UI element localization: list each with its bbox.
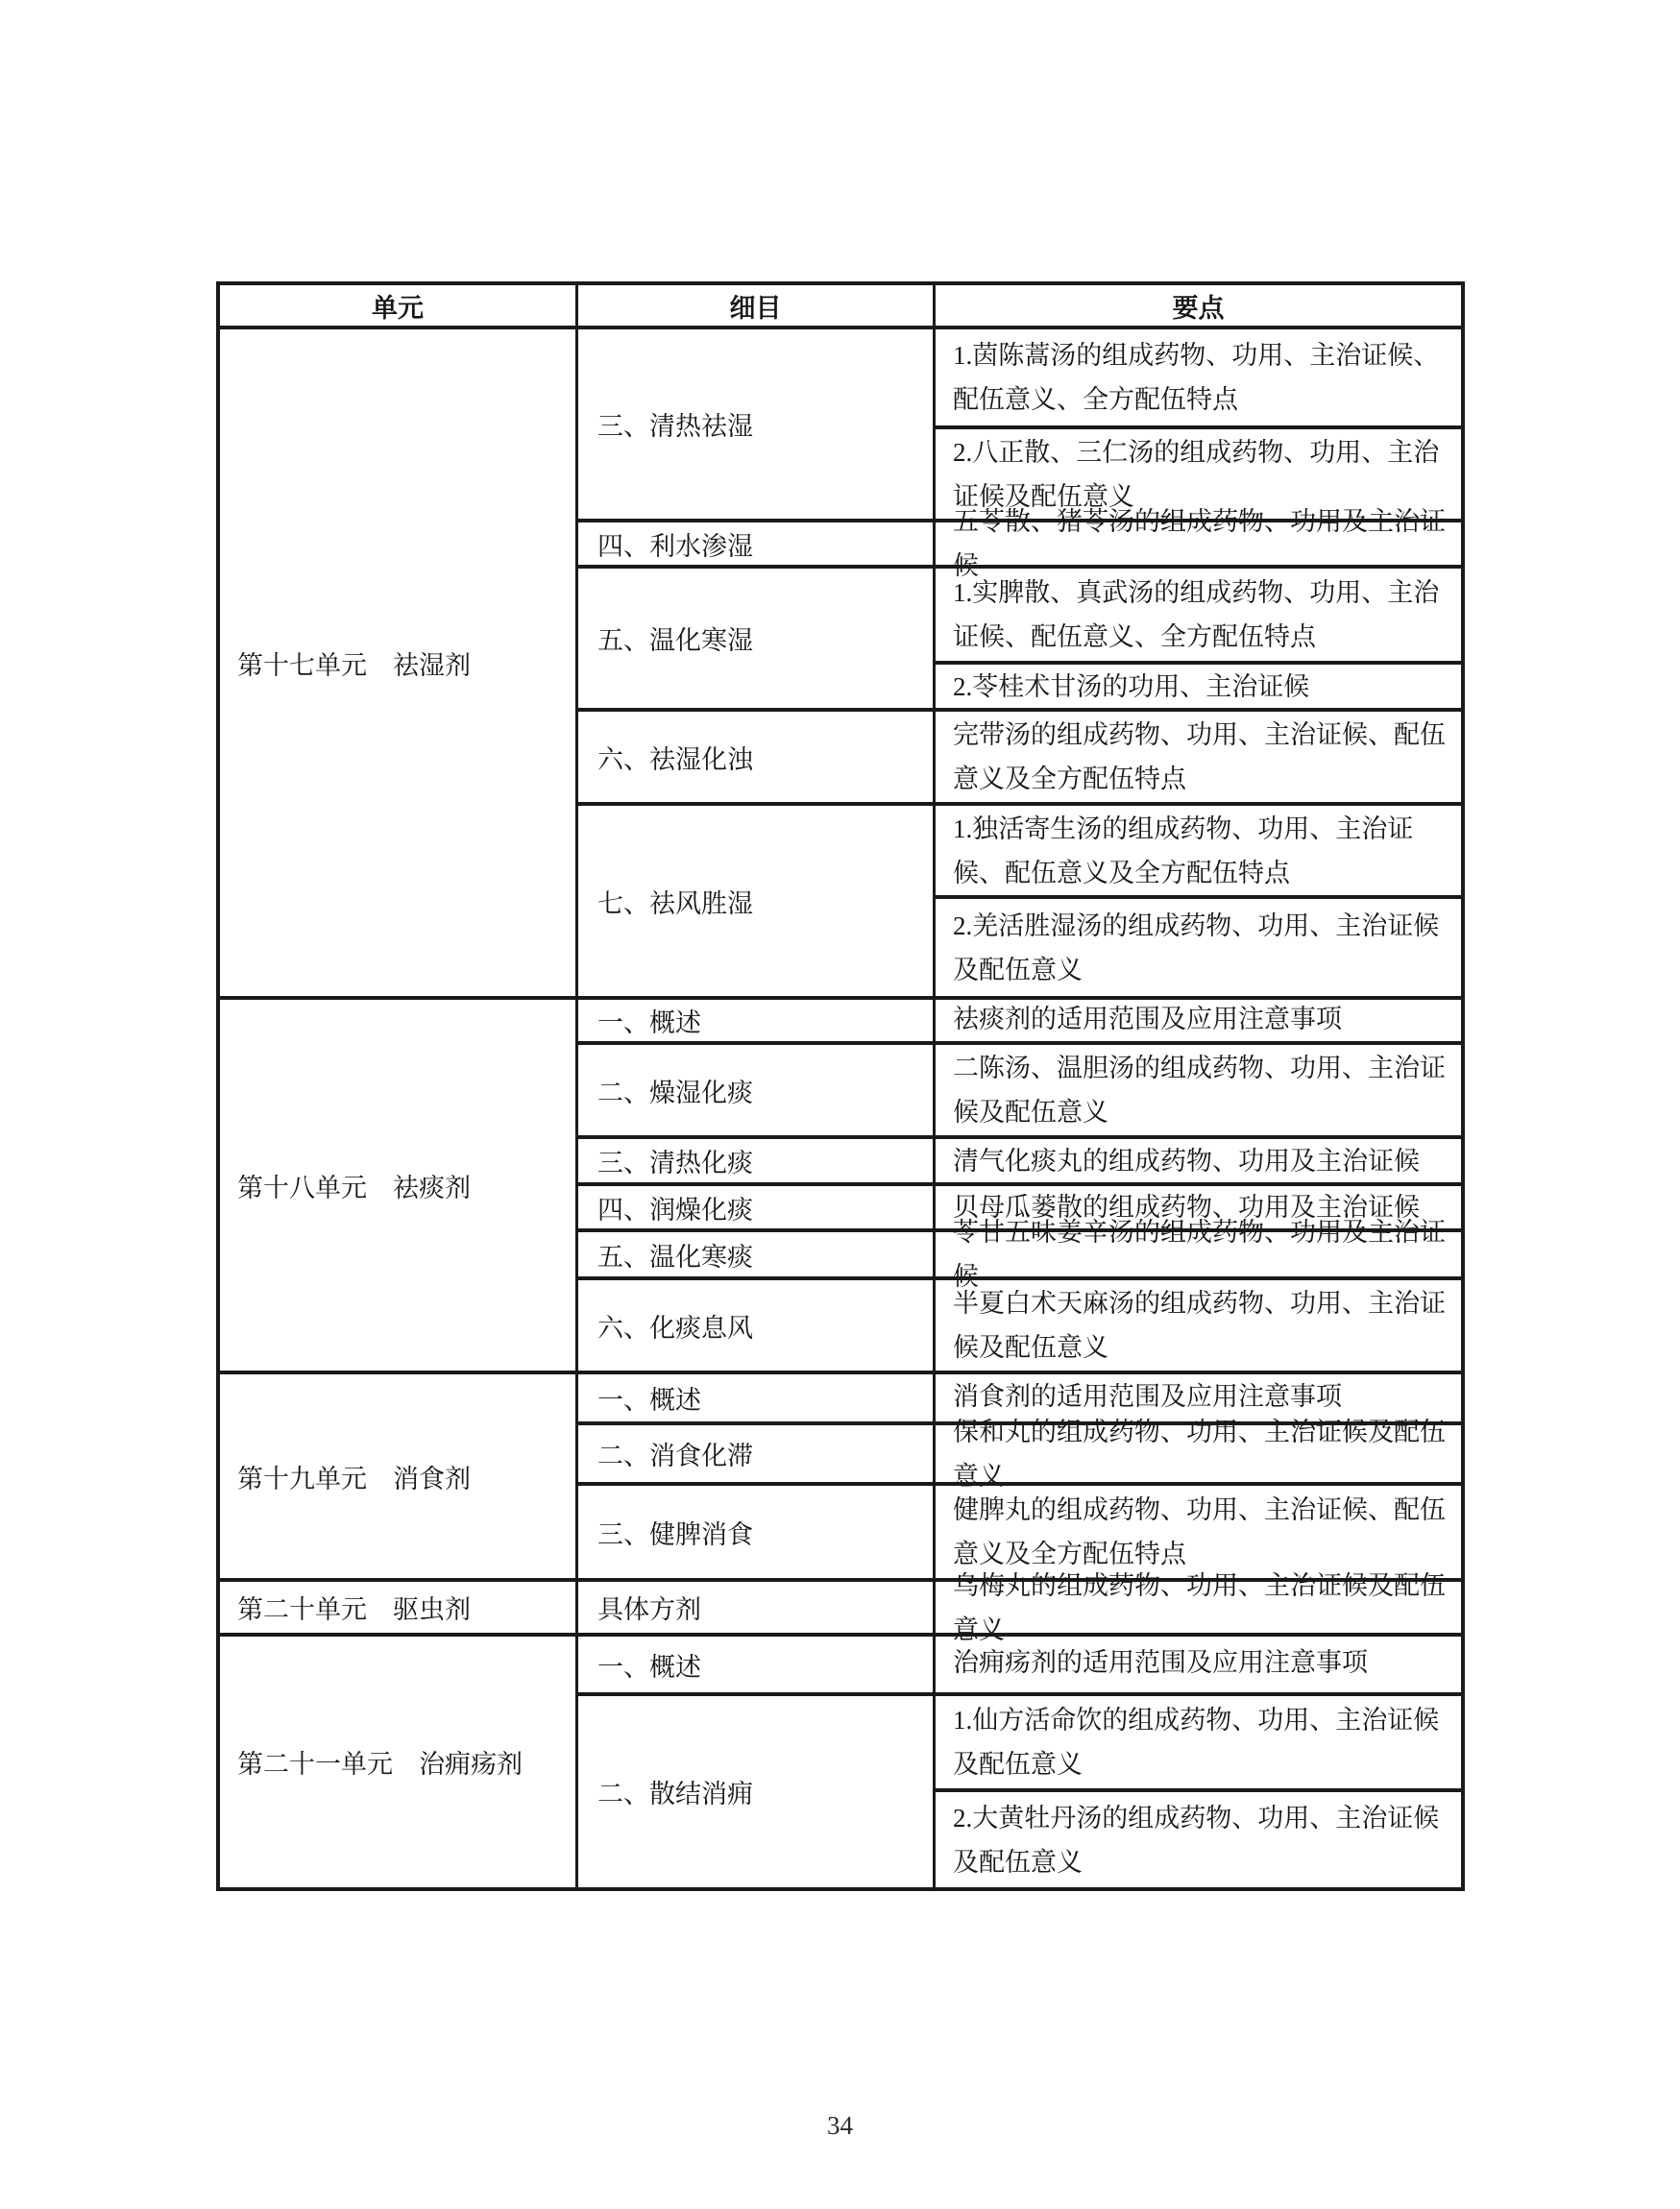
keypoint-cell: 2.大黄牡丹汤的组成药物、功用、主治证候及配伍意义 [936, 1788, 1461, 1887]
subitem-label: 四、润燥化痰 [578, 1186, 936, 1228]
group-row [578, 1637, 1461, 1692]
subitem-label: 二、燥湿化痰 [578, 1045, 936, 1135]
keypoint-cell: 1.实脾散、真武汤的组成药物、功用、主治证候、配伍意义、全方配伍特点 [953, 578, 1440, 651]
subitem-label: 二、消食化滞 [578, 1425, 936, 1482]
keypoint-cell: 1.仙方活命饮的组成药物、功用、主治证候及配伍意义 [953, 1706, 1440, 1779]
group-row [578, 329, 1461, 519]
section-unit-19 [220, 1371, 1461, 1578]
subitem-label: 三、清热化痰 [578, 1139, 936, 1182]
group-row [578, 802, 1461, 996]
group-row [578, 1276, 1461, 1371]
group-row [578, 1000, 1461, 1041]
unit-label: 第二十一单元 治痈疡剂 [220, 1637, 578, 1887]
subitem-label: 三、健脾消食 [578, 1486, 936, 1578]
subitem-label: 一、概述 [578, 1637, 936, 1692]
keypoint-cell: 半夏白术天麻汤的组成药物、功用、主治证候及配伍意义 [953, 1289, 1446, 1362]
subitem-label: 一、概述 [578, 1000, 936, 1041]
header-unit: 单元 [220, 285, 578, 326]
keypoint-cell: 贝母瓜蒌散的组成药物、功用及主治证候 [953, 1193, 1420, 1222]
keypoint-cell: 2.苓桂术甘汤的功用、主治证候 [936, 661, 1461, 708]
keypoint-cell: 1.独活寄生汤的组成药物、功用、主治证候、配伍意义及全方配伍特点 [953, 813, 1414, 887]
keypoint-cell: 健脾丸的组成药物、功用、主治证候、配伍意义及全方配伍特点 [953, 1495, 1446, 1568]
header-keypoints: 要点 [1172, 293, 1225, 323]
unit-label: 第二十单元 驱虫剂 [220, 1582, 578, 1633]
group-row [578, 1570, 1461, 1644]
keypoint-cell: 苓甘五味姜辛汤的组成药物、功用及主治证候 [953, 1218, 1446, 1291]
section-unit-20 [220, 1570, 1461, 1644]
keypoint-cell: 完带汤的组成药物、功用、主治证候、配伍意义及全方配伍特点 [953, 720, 1446, 793]
keypoint-cell: 祛痰剂的适用范围及应用注意事项 [953, 1004, 1342, 1033]
subitem-label: 四、利水渗湿 [578, 522, 936, 565]
group-row [578, 1135, 1461, 1182]
syllabus-table [216, 281, 1465, 1891]
keypoint-cell: 清气化痰丸的组成药物、功用及主治证候 [953, 1146, 1420, 1176]
group-row [578, 1218, 1461, 1291]
keypoint-cell: 五苓散、猪苓汤的组成药物、功用及主治证候 [953, 507, 1446, 580]
subitem-label: 六、祛湿化浊 [578, 712, 936, 802]
section-unit-17 [220, 329, 1461, 996]
section-unit-18 [220, 996, 1461, 1371]
keypoint-cell: 治痈疡剂的适用范围及应用注意事项 [953, 1648, 1368, 1677]
keypoint-cell: 乌梅丸的组成药物、功用、主治证候及配伍意义 [953, 1570, 1446, 1644]
subitem-label: 七、祛风胜湿 [578, 806, 936, 996]
subitem-label: 五、温化寒湿 [578, 569, 936, 708]
subitem-label: 五、温化寒痰 [578, 1232, 936, 1276]
subitem-label: 一、概述 [578, 1374, 936, 1421]
section-unit-21 [220, 1633, 1461, 1887]
table-header-row [220, 285, 1461, 329]
group-row [578, 1041, 1461, 1135]
subitem-label: 具体方剂 [578, 1582, 936, 1633]
keypoint-cell: 保和丸的组成药物、功用、主治证候及配伍意义 [953, 1417, 1446, 1491]
keypoint-cell: 消食剂的适用范围及应用注意事项 [953, 1381, 1342, 1411]
keypoint-cell: 1.茵陈蒿汤的组成药物、功用、主治证候、配伍意义、全方配伍特点 [953, 341, 1440, 414]
group-row [578, 1692, 1461, 1887]
keypoint-cell: 2.羌活胜湿汤的组成药物、功用、主治证候及配伍意义 [936, 895, 1461, 996]
unit-label: 第十八单元 祛痰剂 [220, 1000, 578, 1371]
unit-label: 第十九单元 消食剂 [220, 1374, 578, 1578]
subitem-label: 二、散结消痈 [578, 1696, 936, 1887]
page-number: 34 [827, 2111, 853, 2140]
keypoint-cell: 二陈汤、温胆汤的组成药物、功用、主治证候及配伍意义 [953, 1054, 1446, 1127]
header-subitem: 细目 [578, 285, 936, 326]
group-row [578, 507, 1461, 580]
group-row [578, 565, 1461, 708]
subitem-label: 三、清热祛湿 [578, 329, 936, 519]
group-row [578, 708, 1461, 802]
unit-label: 第十七单元 祛湿剂 [220, 329, 578, 996]
subitem-label: 六、化痰息风 [578, 1280, 936, 1371]
group-row [578, 1417, 1461, 1491]
keypoint-cell: 2.八正散、三仁汤的组成药物、功用、主治证候及配伍意义 [936, 425, 1461, 519]
